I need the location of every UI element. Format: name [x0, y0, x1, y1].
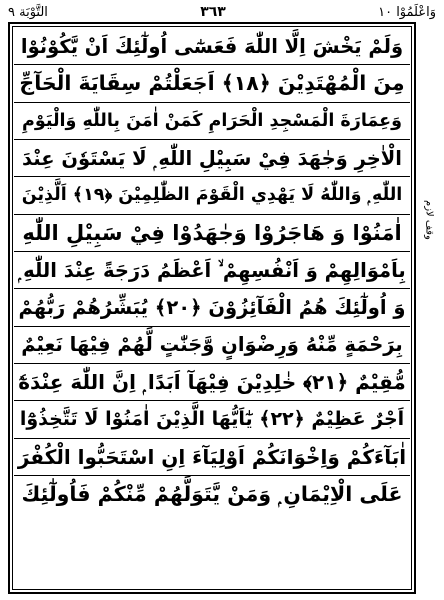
- page-header: [8, 2, 436, 22]
- text-line: عَلَى الْاِيْمَانِ ۭ وَمَنْ يَّتَوَلَّهُمْ مِّنْكُمْ فَاُولٰٓئِكَ: [21, 482, 403, 507]
- text-line: بِرَحْمَةٍ مِّنْهُ وَرِضْوَانٍ وَّجَنّٰتٍ لَّهُمْ فِيْهَا نَعِيْمٌ: [14, 327, 410, 364]
- text-line: وَعِمَارَةَ الْمَسْجِدِ الْحَرَامِ كَمَنْ اٰمَنَ بِاللّٰهِ وَالْيَوْمِ: [14, 103, 410, 140]
- surah-name: التَّوْبَة ٩: [8, 4, 48, 20]
- juz-name: وَاعْلَمُوْا ١٠: [378, 4, 436, 20]
- text-line: وَ اُولٰٓئِكَ هُمُ الْفَآئِزُوْنَ ﴿٢٠﴾ يُبَشِّرُهُمْ رَبُّهُمْ: [14, 289, 410, 326]
- text-line: اٰبَآءَكُمْ وَاِخْوَانَكُمْ اَوْلِيَآءَ اِنِ اسْتَحَبُّوا الْكُفْرَ: [14, 439, 410, 476]
- text-lines: [14, 28, 410, 588]
- text-line: اللّٰهِ ۭ وَاللّٰهُ لَا يَهْدِي الْقَوْمَ الظّٰلِمِيْنَ ﴿١٩﴾ اَلَّذِيْنَ: [14, 177, 410, 214]
- text-line: مِنَ الْمُهْتَدِيْنَ ﴿١٨﴾ اَجَعَلْتُمْ سِقَايَةَ الْحَآجِّ: [14, 65, 410, 102]
- text-line: وَلَمْ يَخْشَ اِلَّا اللّٰهَ فَعَسٰٓى اُولٰٓئِكَ اَنْ يَّكُوْنُوْا: [14, 28, 410, 65]
- text-line: مُّقِيْمٌ ﴿٢١﴾ خٰلِدِيْنَ فِيْهَآ اَبَدًا ۭ اِنَّ اللّٰهَ عِنْدَهٗٓ: [14, 364, 410, 401]
- waqf-lazim-note: وقف لازم: [423, 200, 435, 240]
- text-line: اٰمَنُوْا وَ هَاجَرُوْا وَجٰهَدُوْا فِيْ سَبِيْلِ اللّٰهِ: [14, 215, 410, 252]
- text-line: بِاَمْوَالِهِمْ وَ اَنْفُسِهِمْ ۙ اَعْظَمُ دَرَجَةً عِنْدَ اللّٰهِ ۭ: [14, 252, 410, 289]
- text-line: الْاٰخِرِ وَجٰهَدَ فِيْ سَبِيْلِ اللّٰهِ ۭ لَا يَسْتَوٗنَ عِنْدَ: [14, 140, 410, 177]
- page-number: ٣٦٣: [200, 4, 226, 20]
- text-line: اَجْرٌ عَظِيْمٌ ﴿٢٢﴾ يٰٓاَيُّهَا الَّذِيْنَ اٰمَنُوْا لَا تَتَّخِذُوْٓا: [14, 401, 410, 438]
